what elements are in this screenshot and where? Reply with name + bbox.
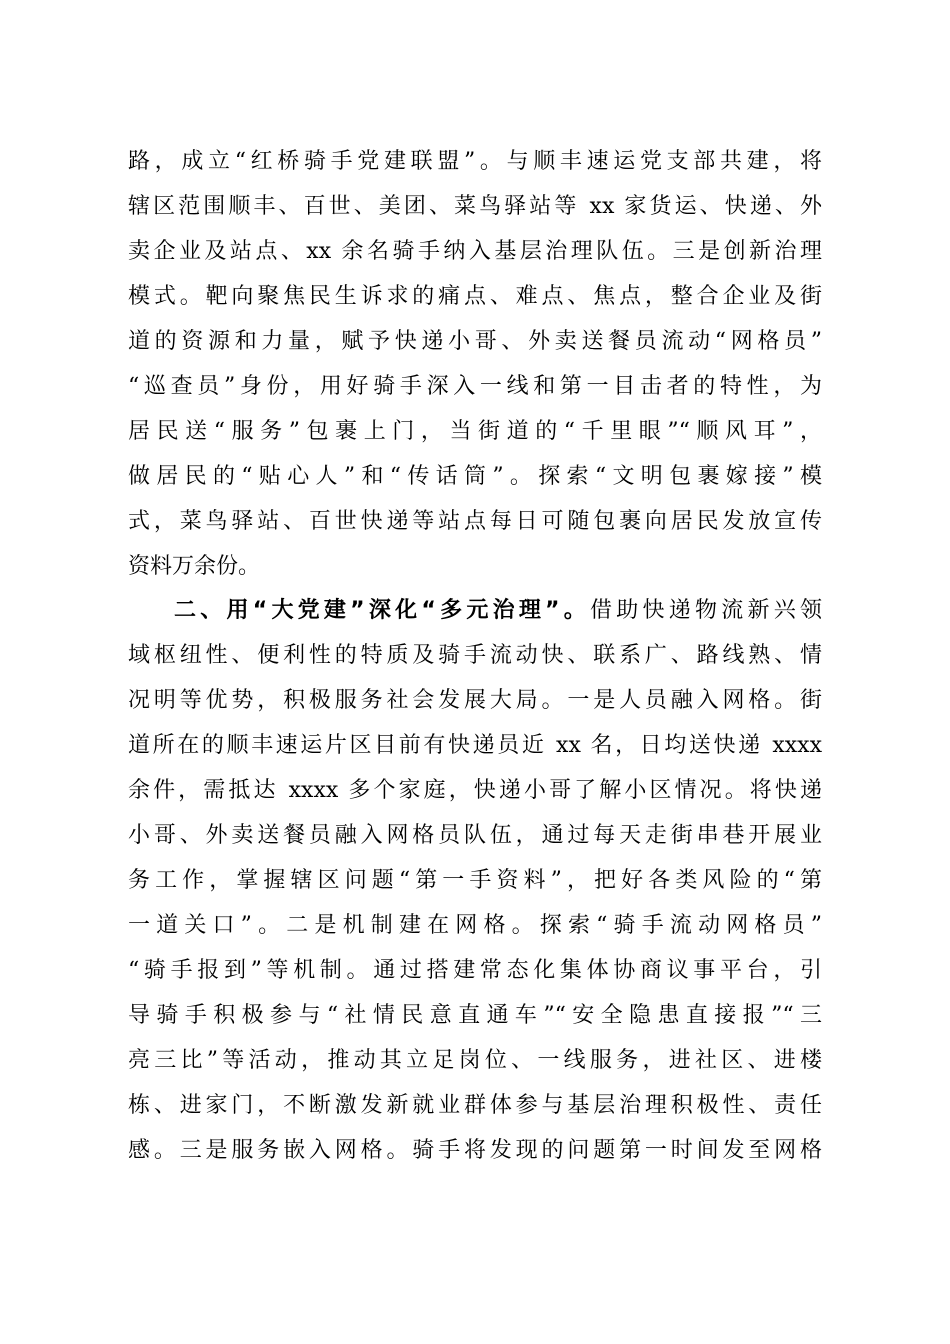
paragraph-2-line: 小哥、外卖送餐员融入网格员队伍，通过每天走街串巷开展业: [128, 823, 822, 848]
paragraph-2-line: 余件，需抵达 xxxx 多个家庭，快递小哥了解小区情况。将快递: [128, 778, 822, 803]
paragraph-2-line: 亮三比”等活动，推动其立足岗位、一线服务，进社区、进楼: [128, 1048, 822, 1073]
paragraph-2-line: 感。三是服务嵌入网格。骑手将发现的问题第一时间发至网格: [128, 1138, 822, 1163]
paragraph-2-line: “骑手报到”等机制。通过搭建常态化集体协商议事平台，引: [128, 958, 822, 983]
paragraph-2-line: 道所在的顺丰速运片区目前有快递员近 xx 名，日均送快递 xxxx: [128, 733, 822, 758]
paragraph-1-line: 卖企业及站点、xx 余名骑手纳入基层治理队伍。三是创新治理: [128, 239, 822, 264]
paragraph-1-line: 资料万余份。: [128, 554, 261, 579]
paragraph-2-line: 况明等优势，积极服务社会发展大局。一是人员融入网格。街: [128, 688, 822, 713]
paragraph-1-line: 居民送“服务”包裹上门，当街道的“千里眼”“顺风耳”，: [128, 419, 822, 444]
paragraph-2-line: 域枢纽性、便利性的特质及骑手流动快、联系广、路线熟、情: [128, 643, 822, 668]
paragraph-1-line: 路，成立“红桥骑手党建联盟”。与顺丰速运党支部共建，将: [128, 149, 822, 174]
paragraph-2-first-line: [174, 589, 822, 633]
paragraph-1-line: 做居民的“贴心人”和“传话筒”。探索“文明包裹嫁接”模: [128, 464, 822, 489]
paragraph-2-line: 导骑手积极参与“社情民意直通车”“安全隐患直接报”“三: [128, 1003, 822, 1028]
section-heading: 二、用“大党建”深化“多元治理”。: [174, 598, 591, 623]
paragraph-1-line: “巡查员”身份，用好骑手深入一线和第一目击者的特性，为: [128, 374, 822, 399]
paragraph-1-line: 辖区范围顺丰、百世、美团、菜鸟驿站等 xx 家货运、快递、外: [128, 194, 822, 219]
paragraph-1-line: 式，菜鸟驿站、百世快递等站点每日可随包裹向居民发放宣传: [128, 509, 822, 534]
paragraph-2-line: 栋、进家门，不断激发新就业群体参与基层治理积极性、责任: [128, 1093, 822, 1118]
paragraph-2-line: 一道关口”。二是机制建在网格。探索“骑手流动网格员”: [128, 913, 822, 938]
paragraph-2-line: 务工作，掌握辖区问题“第一手资料”，把好各类风险的“第: [128, 868, 822, 893]
paragraph-1-line: 模式。靶向聚焦民生诉求的痛点、难点、焦点，整合企业及街: [128, 284, 822, 309]
paragraph-1-line: 道的资源和力量，赋予快递小哥、外卖送餐员流动“网格员”: [128, 329, 822, 354]
paragraph-2-first-line-text: 借助快递物流新兴领: [590, 598, 822, 623]
